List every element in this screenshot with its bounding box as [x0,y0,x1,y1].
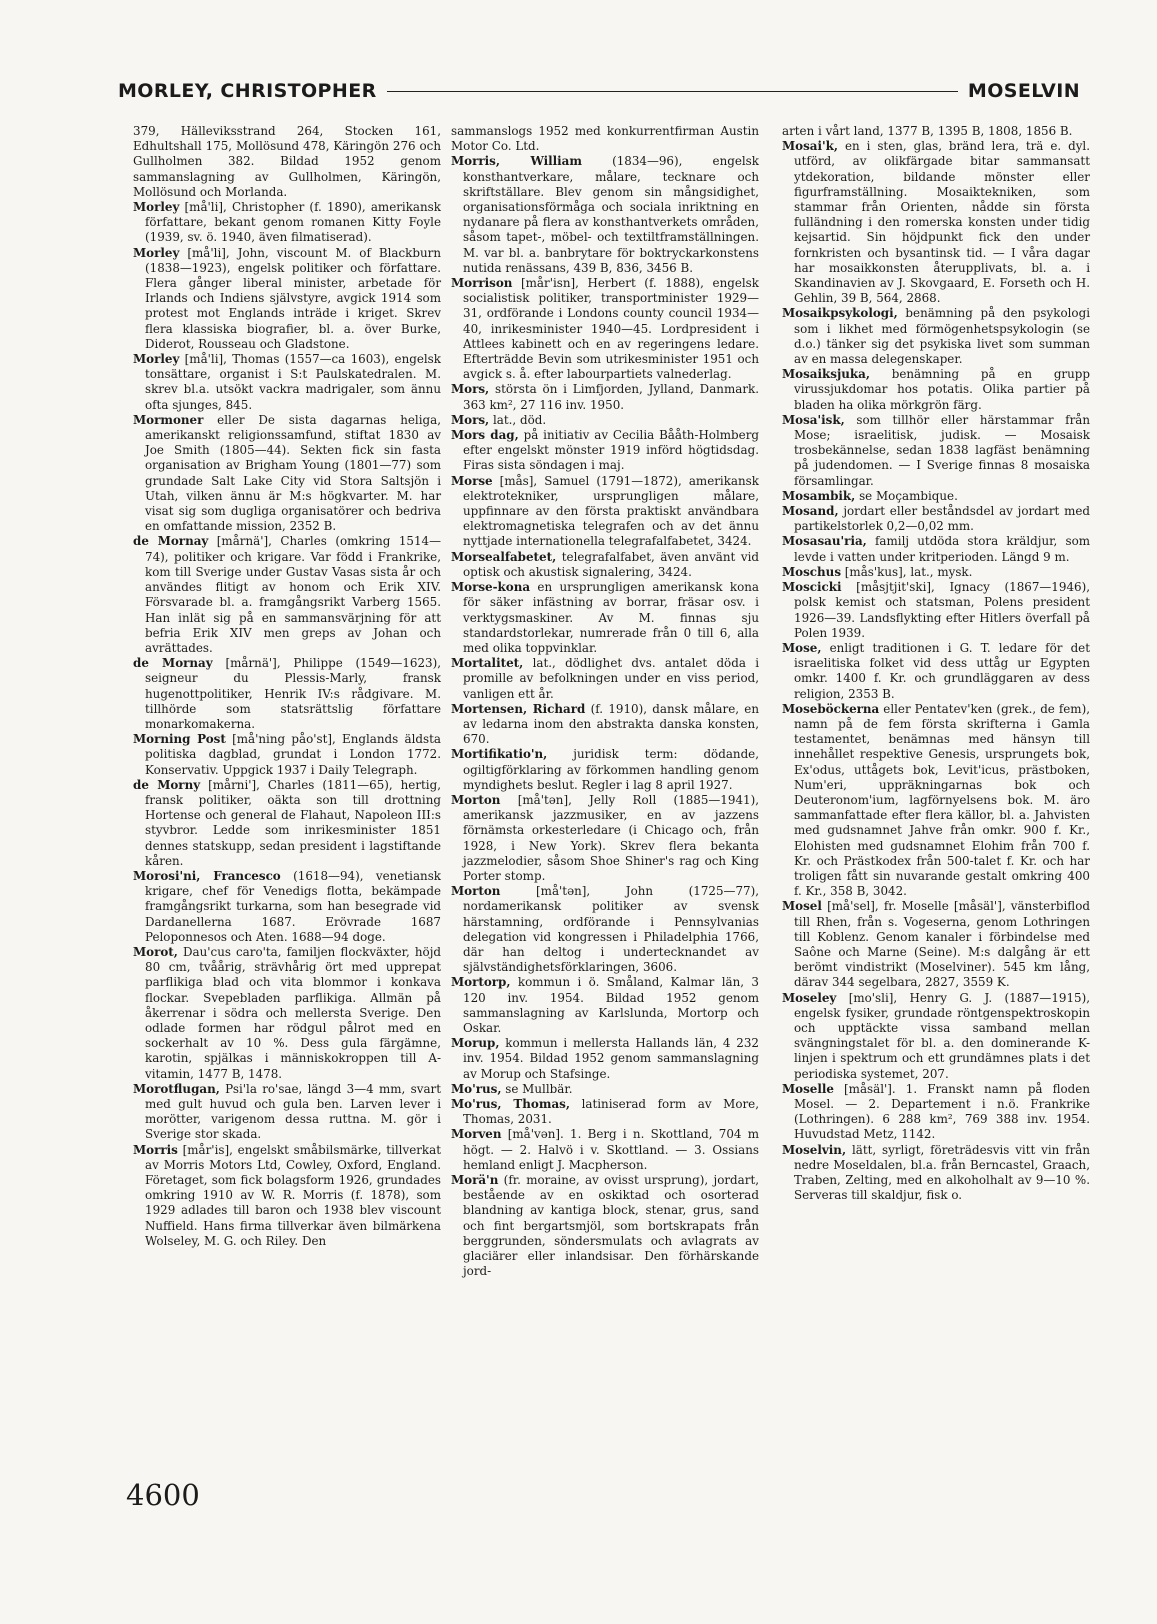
entry-headword: Moselle [782,1081,834,1096]
dictionary-entry [451,1173,759,1279]
entry-headword: Mortorp, [451,975,511,990]
entry-headword: Moseley [782,990,837,1005]
entry-headword: Moscicki [782,580,842,595]
entry-text: (1618—94), venetiansk krigare, chef för Venedigs flotta, bekämpade framgångsrikt turkarna, som han besegrade vid Dardanellerna 1687. Erövrade 1687 Peloponnesos och Aten. 1688—94 doge. [145,868,442,944]
entry-text: på initiativ av Cecilia Bååth-Holmberg efter engelskt mönster 1919 införd högtidsdag. Firas sista söndagen i maj. [463,428,759,473]
entry-headword: Morley [133,352,180,367]
entry-headword: Morrison [451,276,513,291]
dictionary-entry [782,1082,1090,1143]
entry-text: [mårnä'], Charles (omkring 1514—74), politiker och krigare. Var född i Frankrike, kom till Sverige under Gustav Vasas sista år och användes flitigt av honom och Erik XIV. Försvarade bl. a. framgångsrikt Varberg 1565. Han inlät sig på en sammansvärjning för att befria Erik XIV men greps av Johan och avrättades. [145,534,441,655]
entry-text: [må'sel], fr. Moselle [måsäl'], vänsterbiflod till Rhen, från s. Vogeserna, genom Lothringen till Koblenz. Genom kanaler i förbindelse med Saône och Marne (Seine). M:s dalgång är ett berömt vindistrikt (Moselviner). 545 km lång, därav 344 segelbara, 2827, 3559 K. [794,899,1090,990]
entry-headword: Mortifikatio'n, [451,747,548,762]
entry-headword: Morse [451,473,493,488]
column-1 [133,124,441,1249]
dictionary-entry [451,656,759,702]
entry-text: 379, Hälleviksstrand 264, Stocken 161, Edhultshall 175, Mollösund 478, Käringön 276 och Gullholmen 382. Bildad 1952 genom sammanslagning av Gullholmen, Käringön, Mollösund och Morlanda. [133,124,441,199]
dictionary-entry [451,550,759,580]
header-right-guideword: MOSELVIN [967,80,1080,102]
dictionary-entry [782,702,1090,900]
entry-text: lätt, syrligt, företrädesvis vitt vin från nedre Moseldalen, bl.a. från Berncastel, Graach, Traben, Zelting, med en alkoholhalt av 9—10 %. Serveras till skaldjur, fisk o. [794,1142,1090,1203]
header-rule [387,91,958,92]
entry-headword: Moschus [782,564,842,579]
entry-text: eller De sista dagarnas heliga, amerikanskt religionssamfund, stiftat 1830 av Joe Smith (1805—44). Sekten fick sin fasta organisation av Brigham Young (1801—77) som grundade Salt Lake City vid Stora Saltsjön i Utah, vilken ännu är M:s högkvarter. M. har visat sig som dugliga organisatörer och bedriva en omfattande mission, 2352 B. [145,412,441,534]
dictionary-entry [451,276,759,382]
entry-headword: Morsealfabetet, [451,549,557,564]
entry-headword: Morotflugan, [133,1081,220,1096]
dictionary-entry [451,580,759,656]
dictionary-entry [451,413,759,428]
entry-headword: Mormoner [133,412,204,427]
dictionary-entry [451,793,759,884]
entry-text: familj utdöda stora kräldjur, som levde i vatten under kritperioden. Längd 9 m. [794,534,1090,564]
entry-text: som tillhör eller härstammar från Mose; israelitisk, judisk. — Mosaisk trosbekännelse, sedan 1838 lagfäst benämning på judendomen. — I Sverige finnas 8 mosaiska församlingar. [794,412,1090,488]
entry-headword: Morning Post [133,732,226,747]
entry-text: största ön i Limfjorden, Jylland, Danmark. 363 km², 27 116 inv. 1950. [463,382,759,412]
dictionary-entry [782,504,1090,534]
entry-text: telegrafalfabet, även använt vid optisk och akustisk signalering, 3424. [463,549,759,579]
entry-headword: Mosai'k, [782,139,839,154]
entry-headword: Morton [451,792,501,807]
dictionary-entry [451,1036,759,1082]
entry-headword: de Morny [133,777,201,792]
entry-headword: Morä'n [451,1173,499,1188]
entry-text: [mårni'], Charles (1811—65), hertig, fransk politiker, oäkta son till drottning Hortense och general de Flahaut, Napoleon III:s styvbror. Ledde som inrikesminister 1851 dennes statskupp, sedan president i lagstiftande kåren. [145,777,441,868]
entry-text: [måsjtjit'ski], Ignacy (1867—1946), polsk kemist och statsman, Polens president 1926—39. Landsflykting efter Hitlers överfall på Polen 1939. [794,580,1090,640]
entry-headword: Mo'rus, Thomas, [451,1097,570,1111]
entry-headword: Mosambik, [782,488,856,503]
entry-text: en i sten, glas, bränd lera, trä e. dyl. utförd, av olikfärgade bitar sammansatt ytdekoration, bildande mönster eller figurframställning. Mosaiktekniken, som stammar från Orienten, nådde sin första fulländning i den romerska konsten under tidig kejsartid. Sin höjdpunkt fick den under fornkristen och bysantinsk tid. — I våra dagar har mosaikkonsten återupplivats, bl. a. i Skandinavien av J. Skovgaard, E. Forseth och H. Gehlin, 39 B, 564, 2868. [794,139,1090,306]
entry-text: se Moçambique. [855,488,958,503]
dictionary-entry [133,413,441,535]
entry-headword: Mors, [451,412,490,427]
dictionary-entry [451,747,759,793]
entry-headword: Moselvin, [782,1142,847,1157]
entry-headword: Morley [133,200,180,215]
dictionary-entry [782,413,1090,489]
dictionary-entry [451,1097,759,1127]
dictionary-entry [451,474,759,550]
dictionary-entry [782,367,1090,413]
entry-text: Psi'la ro'sae, längd 3—4 mm, svart med gult huvud och gula ben. Larven lever i morötter, varigenom dessa ruttna. M. gör i Sverige stor skada. [145,1081,441,1142]
entry-text: en ursprungligen amerikansk kona för säker infästning av borrar, fräsar osv. i verktygsmaskiner. Av M. finnas sju standardstorlekar, numrerade från 0 till 6, alla med olika toppvinklar. [463,580,759,655]
dictionary-entry [782,565,1090,580]
entry-headword: Mortalitet, [451,656,524,671]
dictionary-entry [451,975,759,1036]
entry-text: se Mullbär. [501,1081,573,1096]
dictionary-entry [782,139,1090,306]
dictionary-entry [451,702,759,748]
entry-headword: Morosi'ni, Francesco [133,868,281,883]
entry-text: sammanslogs 1952 med konkurrentfirman Austin Motor Co. Ltd. [451,124,759,154]
dictionary-entry [133,1082,441,1143]
entry-headword: Morven [451,1127,502,1142]
entry-headword: Morse-kona [451,580,531,595]
entry-headword: Morley [133,245,180,260]
entry-text: [må'li], Thomas (1557—ca 1603), engelsk tonsättare, organist i S:t Paulskatedralen. M. skrev bl.a. utsökt vackra madrigaler, som ännu ofta sjunges, 845. [145,352,441,412]
entry-text: (1834—96), engelsk konsthantverkare, målare, tecknare och skriftställare. Blev genom sin mångsidighet, organisationsförmåga och sociala inriktning en nydanare på flera av konsthantverkets områden, såsom tapet-, möbel- och textiltframställningen. M. var bl. a. banbrytare för boktryckarkonstens nutida renässans, 439 B, 836, 3456 B. [463,154,759,275]
entry-text: benämning på den psykologi som i likhet med förmögenhetspsykologin (se d.o.) tänker sig det psykiska livet som summan av en massa delegenskaper. [794,306,1090,367]
entry-text: [må'tən], John (1725—77), nordamerikansk politiker av svensk härstamning, ordförande i Pennsylvanias delegation vid kongressen i Philadelphia 1766, där han deltog i undertecknandet av självständighetsförklaringen, 3606. [463,884,759,975]
running-header [118,78,1080,104]
entry-text: lat., dödlighet dvs. antalet döda i promille av befolkningen under en viss period, vanligen ett år. [463,656,759,701]
dictionary-entry [451,1082,759,1097]
entry-headword: Morot, [133,944,178,959]
entry-text: [må'li], John, viscount M. of Blackburn (1838—1923), engelsk politiker och författare. Flera gånger liberal minister, arbetade för Irlands och Indiens självstyre, avgick 1914 som protest mot Englands inträde i kriget. Skrev flera klassiska biografier, bl. a. över Burke, Diderot, Rousseau och Gladstone. [145,245,441,351]
dictionary-entry [133,656,441,732]
entry-text: juridisk term: dödande, ogiltigförklaring av förkommen handling genom myndighets beslut. Regler i lag 8 april 1927. [463,747,759,792]
entry-headword: Morris [133,1142,178,1157]
entry-text: arten i vårt land, 1377 B, 1395 B, 1808, 1856 B. [782,124,1073,138]
dictionary-entry [782,124,1090,139]
dictionary-entry [133,778,441,869]
dictionary-entry [782,1143,1090,1204]
entry-headword: Mortensen, Richard [451,701,586,716]
dictionary-entry [782,534,1090,564]
dictionary-entry [451,382,759,412]
column-3 [782,124,1090,1203]
dictionary-entry [782,306,1090,367]
dictionary-entry [451,124,759,154]
entry-headword: Mosel [782,899,822,914]
dictionary-entry [133,352,441,413]
entry-text: [mår'is], engelskt småbilsmärke, tillverkat av Morris Motors Ltd, Cowley, Oxford, England. Företaget, som fick bolagsform 1926, grundades omkring 1910 av W. R. Morris (f. 1878), som 1929 adlades till baron och 1938 blev viscount Nuffield. Hans firma tillverkar även bilmärkena Wolseley, M. G. och Riley. Den [145,1142,441,1248]
entry-headword: Mosand, [782,504,839,519]
entry-text: enligt traditionen i G. T. ledare för det israelitiska folket vid dess uttåg ur Egypten omkr. 1400 f. Kr. och grundläggaren av dess religion, 2353 B. [794,640,1090,701]
entry-text: [mås], Samuel (1791—1872), amerikansk elektrotekniker, ursprungligen målare, uppfinnare av den första praktiskt användbara elektromagnetiska telegrafen och av det ännu nyttjade internationella telegrafalfabetet, 3424. [463,473,759,549]
dictionary-entry [133,534,441,656]
entry-text: kommun i mellersta Hallands län, 4 232 inv. 1954. Bildad 1952 genom sammanslagning av Morup och Stafsinge. [463,1036,759,1081]
page-number: 4600 [126,1478,200,1512]
entry-text: jordart eller beståndsdel av jordart med partikelstorlek 0,2—0,02 mm. [794,504,1090,534]
entry-text: (f. 1910), dansk målare, en av ledarna inom den abstrakta danska konsten, 670. [463,701,759,747]
dictionary-entry [133,869,441,945]
entry-headword: Mosasau'ria, [782,534,867,549]
entry-headword: Mosa'isk, [782,412,845,427]
dictionary-entry [451,154,759,276]
header-left-guideword: MORLEY, CHRISTOPHER [118,80,377,102]
entry-text: (fr. moraine, av ovisst ursprung), jordart, bestående av en oskiktad och osorterad blandning av kantiga block, stenar, grus, sand och fint bergartsmjöl, som bortskrapats från berggrunden, söndersmulats och avlagrats av glaciärer eller inlandsisar. Den förhärskande jord- [463,1173,759,1279]
dictionary-entry [782,899,1090,990]
entry-text: latiniserad form av More, Thomas, 2031. [463,1097,759,1127]
entry-text: kommun i ö. Småland, Kalmar län, 3 120 inv. 1954. Bildad 1952 genom sammanslagning av Karlslunda, Mortorp och Oskar. [463,975,759,1035]
dictionary-entry [451,1127,759,1173]
entry-text: [mårnä'], Philippe (1549—1623), seigneur du Plessis-Marly, fransk hugenottpolitiker, Henrik IV:s rådgivare. M. tillhörde som statsrättslig författare monarkomakerna. [145,656,442,731]
entry-headword: Morton [451,884,501,899]
column-2 [451,124,759,1279]
dictionary-entry [133,246,441,352]
entry-text: [måsäl']. 1. Franskt namn på floden Mosel. — 2. Departement i n.ö. Frankrike (Lothringen). 6 288 km², 769 388 inv. 1954. Huvudstad Metz, 1142. [794,1081,1090,1142]
entry-headword: Morup, [451,1036,500,1051]
dictionary-entry [782,489,1090,504]
entry-headword: Mosaiksjuka, [782,367,870,382]
dictionary-entry [133,200,441,246]
dictionary-entry [451,884,759,975]
entry-headword: Mors dag, [451,428,519,443]
dictionary-entry [133,945,441,1082]
entry-text: [må'tən], Jelly Roll (1885—1941), amerikansk jazzmusiker, en av jazzens förnämsta orkesterledare (i Chicago och, från 1928, i New York). Skrev flera bekanta jazzmelodier, såsom Shoe Shiner's rag och King Porter stomp. [463,792,759,883]
dictionary-entry [451,428,759,474]
entry-headword: Moseböckerna [782,701,880,716]
entry-text: lat., död. [489,412,547,427]
entry-headword: Morris, William [451,154,582,169]
entry-headword: Mose, [782,640,822,655]
entry-text: [mår'isn], Herbert (f. 1888), engelsk socialistisk politiker, transportminister 1929—31, ordförande i Londons county council 1934—40, inrikesminister 1940—45. Lordpresident i Attlees kabinett och en av regeringens ledare. Efterträdde Bevin som utrikesminister 1951 och avgick s. å. efter labourpartiets valnederlag. [463,276,759,382]
dictionary-entry [133,732,441,778]
dictionary-entry [782,580,1090,641]
dictionary-entry [133,124,441,200]
entry-text: [må'vən]. 1. Berg i n. Skottland, 704 m högt. — 2. Halvö i v. Skottland. — 3. Ossians hemland enligt J. Macpherson. [463,1127,759,1172]
entry-text: [må'ning påo'st], Englands äldsta politiska dagblad, grundat i London 1772. Konservativ. Uppgick 1937 i Daily Telegraph. [145,732,441,777]
entry-headword: de Mornay [133,534,209,549]
entry-text: [mo'sli], Henry G. J. (1887—1915), engelsk fysiker, grundade röntgenspektroskopin och upptäckte vissa samband mellan svängningstalet för bl. a. den dominerande K-linjen i spektrum och ett grundämnes plats i det periodiska systemet, 207. [794,990,1090,1081]
dictionary-entry [782,641,1090,702]
entry-text: [mås'kus], lat., mysk. [841,564,973,579]
entry-text: eller Pentatev'ken (grek., de fem), namn på de fem första skrifterna i Gamla testamentet, benämnas med hänsyn till innehållet respektive Genesis, ursprungets bok, Ex'odus, uttågets bok, Levit'icus, prästboken, Num'eri, uppräkningarnas bok och Deuteronom'ium, lagförnyelsens bok. M. äro sammanfattade efter flera källor, bl. a. Jahvisten med gudsnamnet Jahve från omkr. 900 f. Kr., Elohisten med gudsnamnet Elohim från 700 f. Kr. och Prästkodex från 500-talet f. Kr. och har troligen fått sin nuvarande gestalt omkring 400 f. Kr., 358 B, 3042. [794,701,1090,899]
dictionary-entry [782,991,1090,1082]
dictionary-entry [133,1143,441,1249]
entry-headword: Mors, [451,382,490,397]
entry-text: [må'li], Christopher (f. 1890), amerikansk författare, bekant genom romanen Kitty Foyle (1939, sv. ö. 1940, även filmatiserad). [145,200,441,245]
entry-text: benämning på en grupp virussjukdomar hos potatis. Olika partier på bladen ha olika mörkgrön färg. [794,367,1090,412]
entry-headword: de Mornay [133,656,213,671]
entry-headword: Mo'rus, [451,1081,502,1096]
entry-headword: Mosaikpsykologi, [782,306,898,321]
entry-text: Dau'cus caro'ta, familjen flockväxter, höjd 80 cm, tvåårig, strävhårig ört med upprepat parflikiga blad och vita blommor i konkava flockar. Svepebladen parflikiga. Allmän på åkerrenar i södra och mellersta Sverige. Den odlade formen har rödgul pålrot med en sockerhalt av 10 %. Dess gula färgämne, karotin, spjälkas i människokroppen till A-vitamin, 1477 B, 1478. [145,944,441,1081]
